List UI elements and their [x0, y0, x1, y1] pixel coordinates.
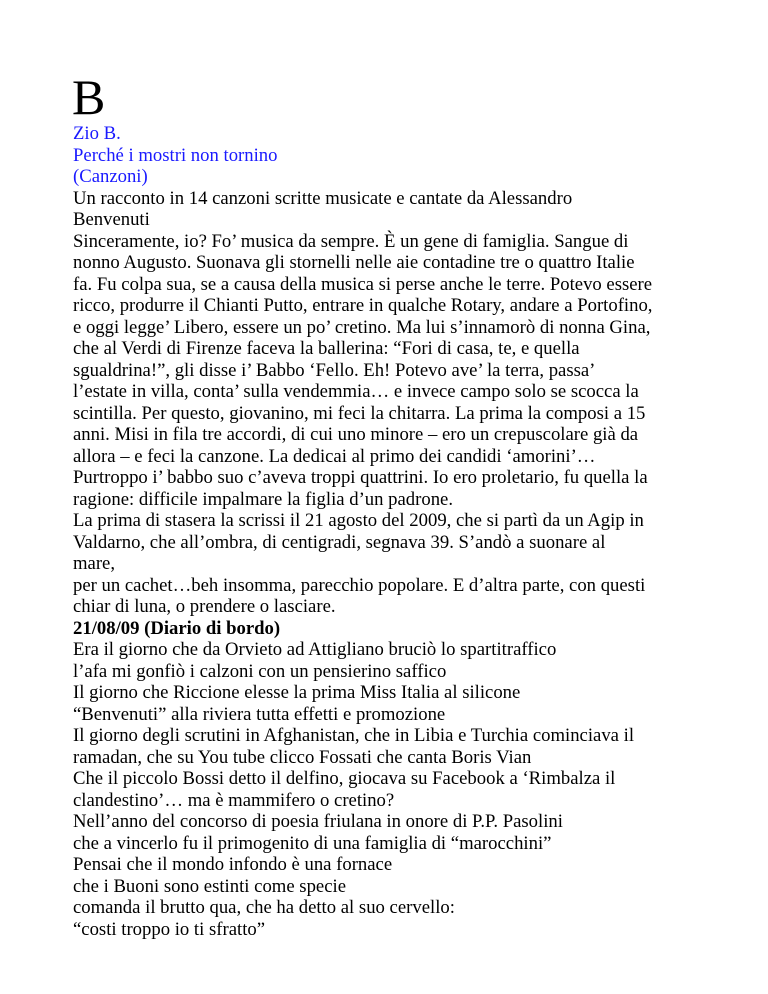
lyric-line: Il giorno che Riccione elesse la prima Miss Italia al silicone — [73, 682, 521, 703]
subtitle-line: Un racconto in 14 canzoni scritte musicate e cantate da Alessandro — [73, 187, 573, 209]
lyric-line: comanda il brutto qua, che ha detto al suo cervello: — [73, 897, 455, 918]
subtitle-line: Benvenuti — [73, 209, 150, 230]
lyric-line: clandestino’… ma è mammifero o cretino? — [73, 789, 395, 811]
intro-line: Valdarno, che all’ombra, di centigradi, segnava 39. S’andò a suonare al — [73, 531, 606, 553]
lyric-line: Nell’anno del concorso di poesia friulana in onore di P.P. Pasolini — [73, 811, 563, 832]
song-lyrics — [73, 639, 713, 940]
author-link[interactable]: Zio B. — [73, 123, 121, 144]
document-page — [72, 69, 713, 940]
title-link[interactable]: Perché i mostri non tornino — [73, 144, 278, 166]
intro-line: che al Verdi di Firenze faceva la ballerina: “Fori di casa, te, e quella — [73, 338, 580, 359]
intro-paragraph — [73, 231, 713, 618]
intro-line: fa. Fu colpa sua, se a causa della musica si perse anche le terre. Potevo essere — [73, 273, 653, 295]
lyric-line: Che il piccolo Bossi detto il delfino, giocava su Facebook a ‘Rimbalza il — [73, 768, 616, 789]
lyric-line: “costi troppo io ti sfratto” — [73, 918, 266, 940]
intro-line: anni. Misi in fila tre accordi, di cui uno minore – ero un crepuscolare già da — [73, 424, 639, 445]
intro-line: ragione: difficile impalmare la figlia d’un padrone. — [73, 488, 454, 510]
intro-line: allora – e feci la canzone. La dedicai al primo dei candidi ‘amorini’… — [73, 445, 596, 467]
genre-link[interactable]: (Canzoni) — [73, 166, 148, 187]
intro-line: sgualdrina!”, gli disse i’ Babbo ‘Fello. Eh! Potevo ave’ la terra, passa’ — [73, 359, 596, 381]
intro-line: mare, — [73, 553, 116, 574]
song-title: 21/08/09 (Diario di bordo) — [73, 617, 281, 639]
intro-line: La prima di stasera la scrissi il 21 agosto del 2009, che si partì da un Agip in — [73, 510, 644, 531]
intro-line: scintilla. Per questo, giovanino, mi feci la chitarra. La prima la composi a 15 — [73, 402, 646, 424]
intro-line: Sinceramente, io? Fo’ musica da sempre. È un gene di famiglia. Sangue di — [73, 230, 629, 252]
lyric-line: che a vincerlo fu il primogenito di una famiglia di “marocchini” — [73, 832, 552, 854]
heading-letter: B — [72, 69, 106, 125]
lyric-line: Il giorno degli scrutini in Afghanistan, che in Libia e Turchia cominciava il — [73, 725, 635, 746]
intro-line: e oggi legge’ Libero, essere un po’ cretino. Ma lui s’innamorò di nonna Gina, — [73, 316, 651, 338]
subtitle-block — [73, 188, 713, 231]
intro-line: l’estate in villa, conta’ sulla vendemmia… e invece campo solo se scocca la — [73, 381, 639, 402]
lyric-line: Era il giorno che da Orvieto ad Attigliano bruciò lo spartitraffico — [73, 639, 557, 660]
intro-line: ricco, produrre il Chianti Putto, entrare in qualche Rotary, andare a Portofino, — [73, 295, 653, 316]
intro-line: nonno Augusto. Suonava gli stornelli nelle aie contadine tre o quattro Italie — [73, 252, 635, 273]
lyric-line: Pensai che il mondo infondo è una fornace — [73, 854, 393, 875]
lyric-line: ramadan, che su You tube clicco Fossati che canta Boris Vian — [73, 746, 532, 768]
lyric-line: “Benvenuti” alla riviera tutta effetti e promozione — [73, 703, 446, 725]
lyric-line: l’afa mi gonfiò i calzoni con un pensierino saffico — [73, 660, 447, 682]
intro-line: chiar di luna, o prendere o lasciare. — [73, 596, 336, 617]
intro-line: Purtroppo i’ babbo suo c’aveva troppi quattrini. Io ero proletario, fu quella la — [73, 467, 648, 488]
lyric-line: che i Buoni sono estinti come specie — [73, 875, 346, 897]
intro-line: per un cachet…beh insomma, parecchio popolare. E d’altra parte, con questi — [73, 574, 646, 596]
